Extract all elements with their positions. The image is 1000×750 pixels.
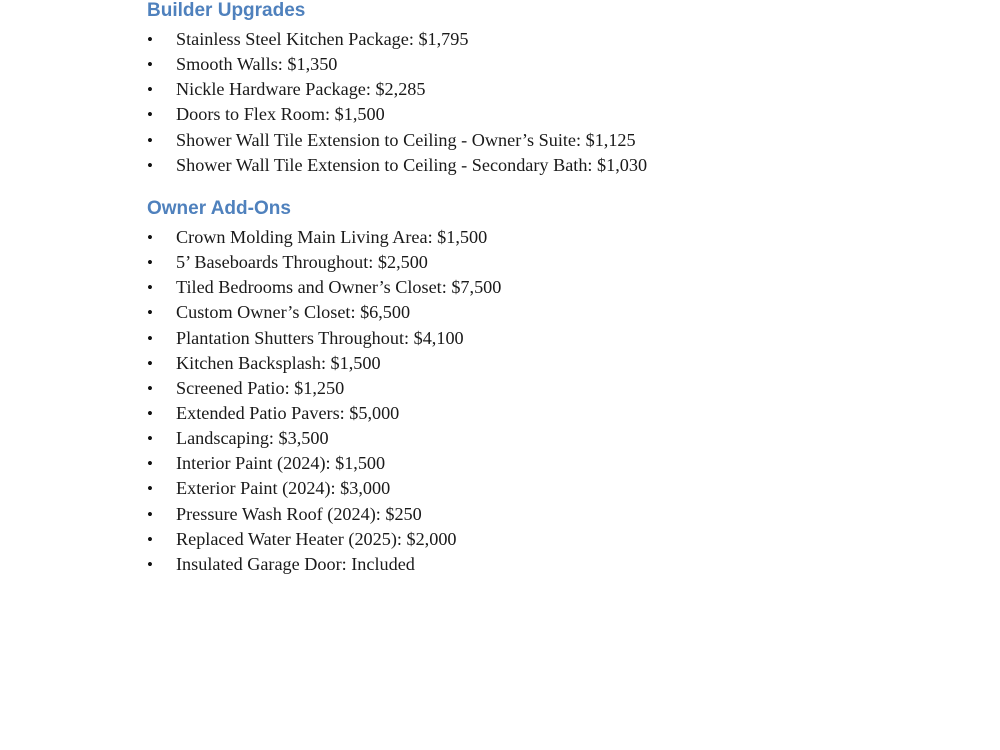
bullet-icon: • bbox=[147, 378, 153, 398]
list-item-text: Landscaping: $3,500 bbox=[176, 428, 329, 449]
list-item-text: Crown Molding Main Living Area: $1,500 bbox=[176, 227, 488, 247]
bullet-icon: • bbox=[147, 353, 153, 373]
owner-add-ons-heading: Owner Add-Ons bbox=[147, 198, 291, 219]
list-item-text: Stainless Steel Kitchen Package: $1,795 bbox=[176, 29, 469, 49]
list-item-text: Shower Wall Tile Extension to Ceiling - Secondary Bath: $1,030 bbox=[176, 154, 648, 175]
list-item-text: Insulated Garage Door: Included bbox=[176, 553, 415, 574]
list-item-text: 5’ Baseboards Throughout: $2,500 bbox=[176, 252, 428, 273]
bullet-icon: • bbox=[147, 403, 153, 423]
list-item-text: Pressure Wash Roof (2024): $250 bbox=[176, 503, 422, 524]
bullet-icon: • bbox=[147, 328, 153, 348]
list-item-text: Extended Patio Pavers: $5,000 bbox=[176, 402, 400, 423]
bullet-icon: • bbox=[147, 228, 153, 247]
bullet-icon: • bbox=[147, 30, 153, 49]
list-item-text: Tiled Bedrooms and Owner’s Closet: $7,500 bbox=[176, 277, 502, 298]
list-item-text: Smooth Walls: $1,350 bbox=[176, 54, 338, 75]
bullet-icon: • bbox=[147, 80, 153, 100]
bullet-icon: • bbox=[147, 130, 153, 150]
list-item-text: Replaced Water Heater (2025): $2,000 bbox=[176, 528, 457, 549]
list-item-text: Doors to Flex Room: $1,500 bbox=[176, 104, 385, 125]
bullet-icon: • bbox=[147, 429, 153, 449]
bullet-icon: • bbox=[147, 278, 153, 298]
list-item-text: Interior Paint (2024): $1,500 bbox=[176, 453, 386, 474]
list-item-text: Nickle Hardware Package: $2,285 bbox=[176, 79, 426, 100]
bullet-icon: • bbox=[147, 529, 153, 549]
bullet-icon: • bbox=[147, 504, 153, 524]
bullet-icon: • bbox=[147, 303, 153, 323]
bullet-icon: • bbox=[147, 554, 153, 574]
list-item-text: Custom Owner’s Closet: $6,500 bbox=[176, 302, 411, 323]
list-item-text: Kitchen Backsplash: $1,500 bbox=[176, 352, 381, 373]
bullet-icon: • bbox=[147, 55, 153, 75]
list-item-text: Plantation Shutters Throughout: $4,100 bbox=[176, 327, 464, 348]
list-item-text: Screened Patio: $1,250 bbox=[176, 377, 345, 398]
bullet-icon: • bbox=[147, 454, 153, 474]
bullet-icon: • bbox=[147, 155, 153, 175]
list-item-text: Exterior Paint (2024): $3,000 bbox=[176, 478, 391, 499]
bullet-icon: • bbox=[147, 105, 153, 125]
list-item-text: Shower Wall Tile Extension to Ceiling - Owner’s Suite: $1,125 bbox=[176, 129, 636, 150]
bullet-icon: • bbox=[147, 253, 153, 273]
builder-upgrades-heading: Builder Upgrades bbox=[147, 0, 306, 21]
bullet-icon: • bbox=[147, 479, 153, 499]
